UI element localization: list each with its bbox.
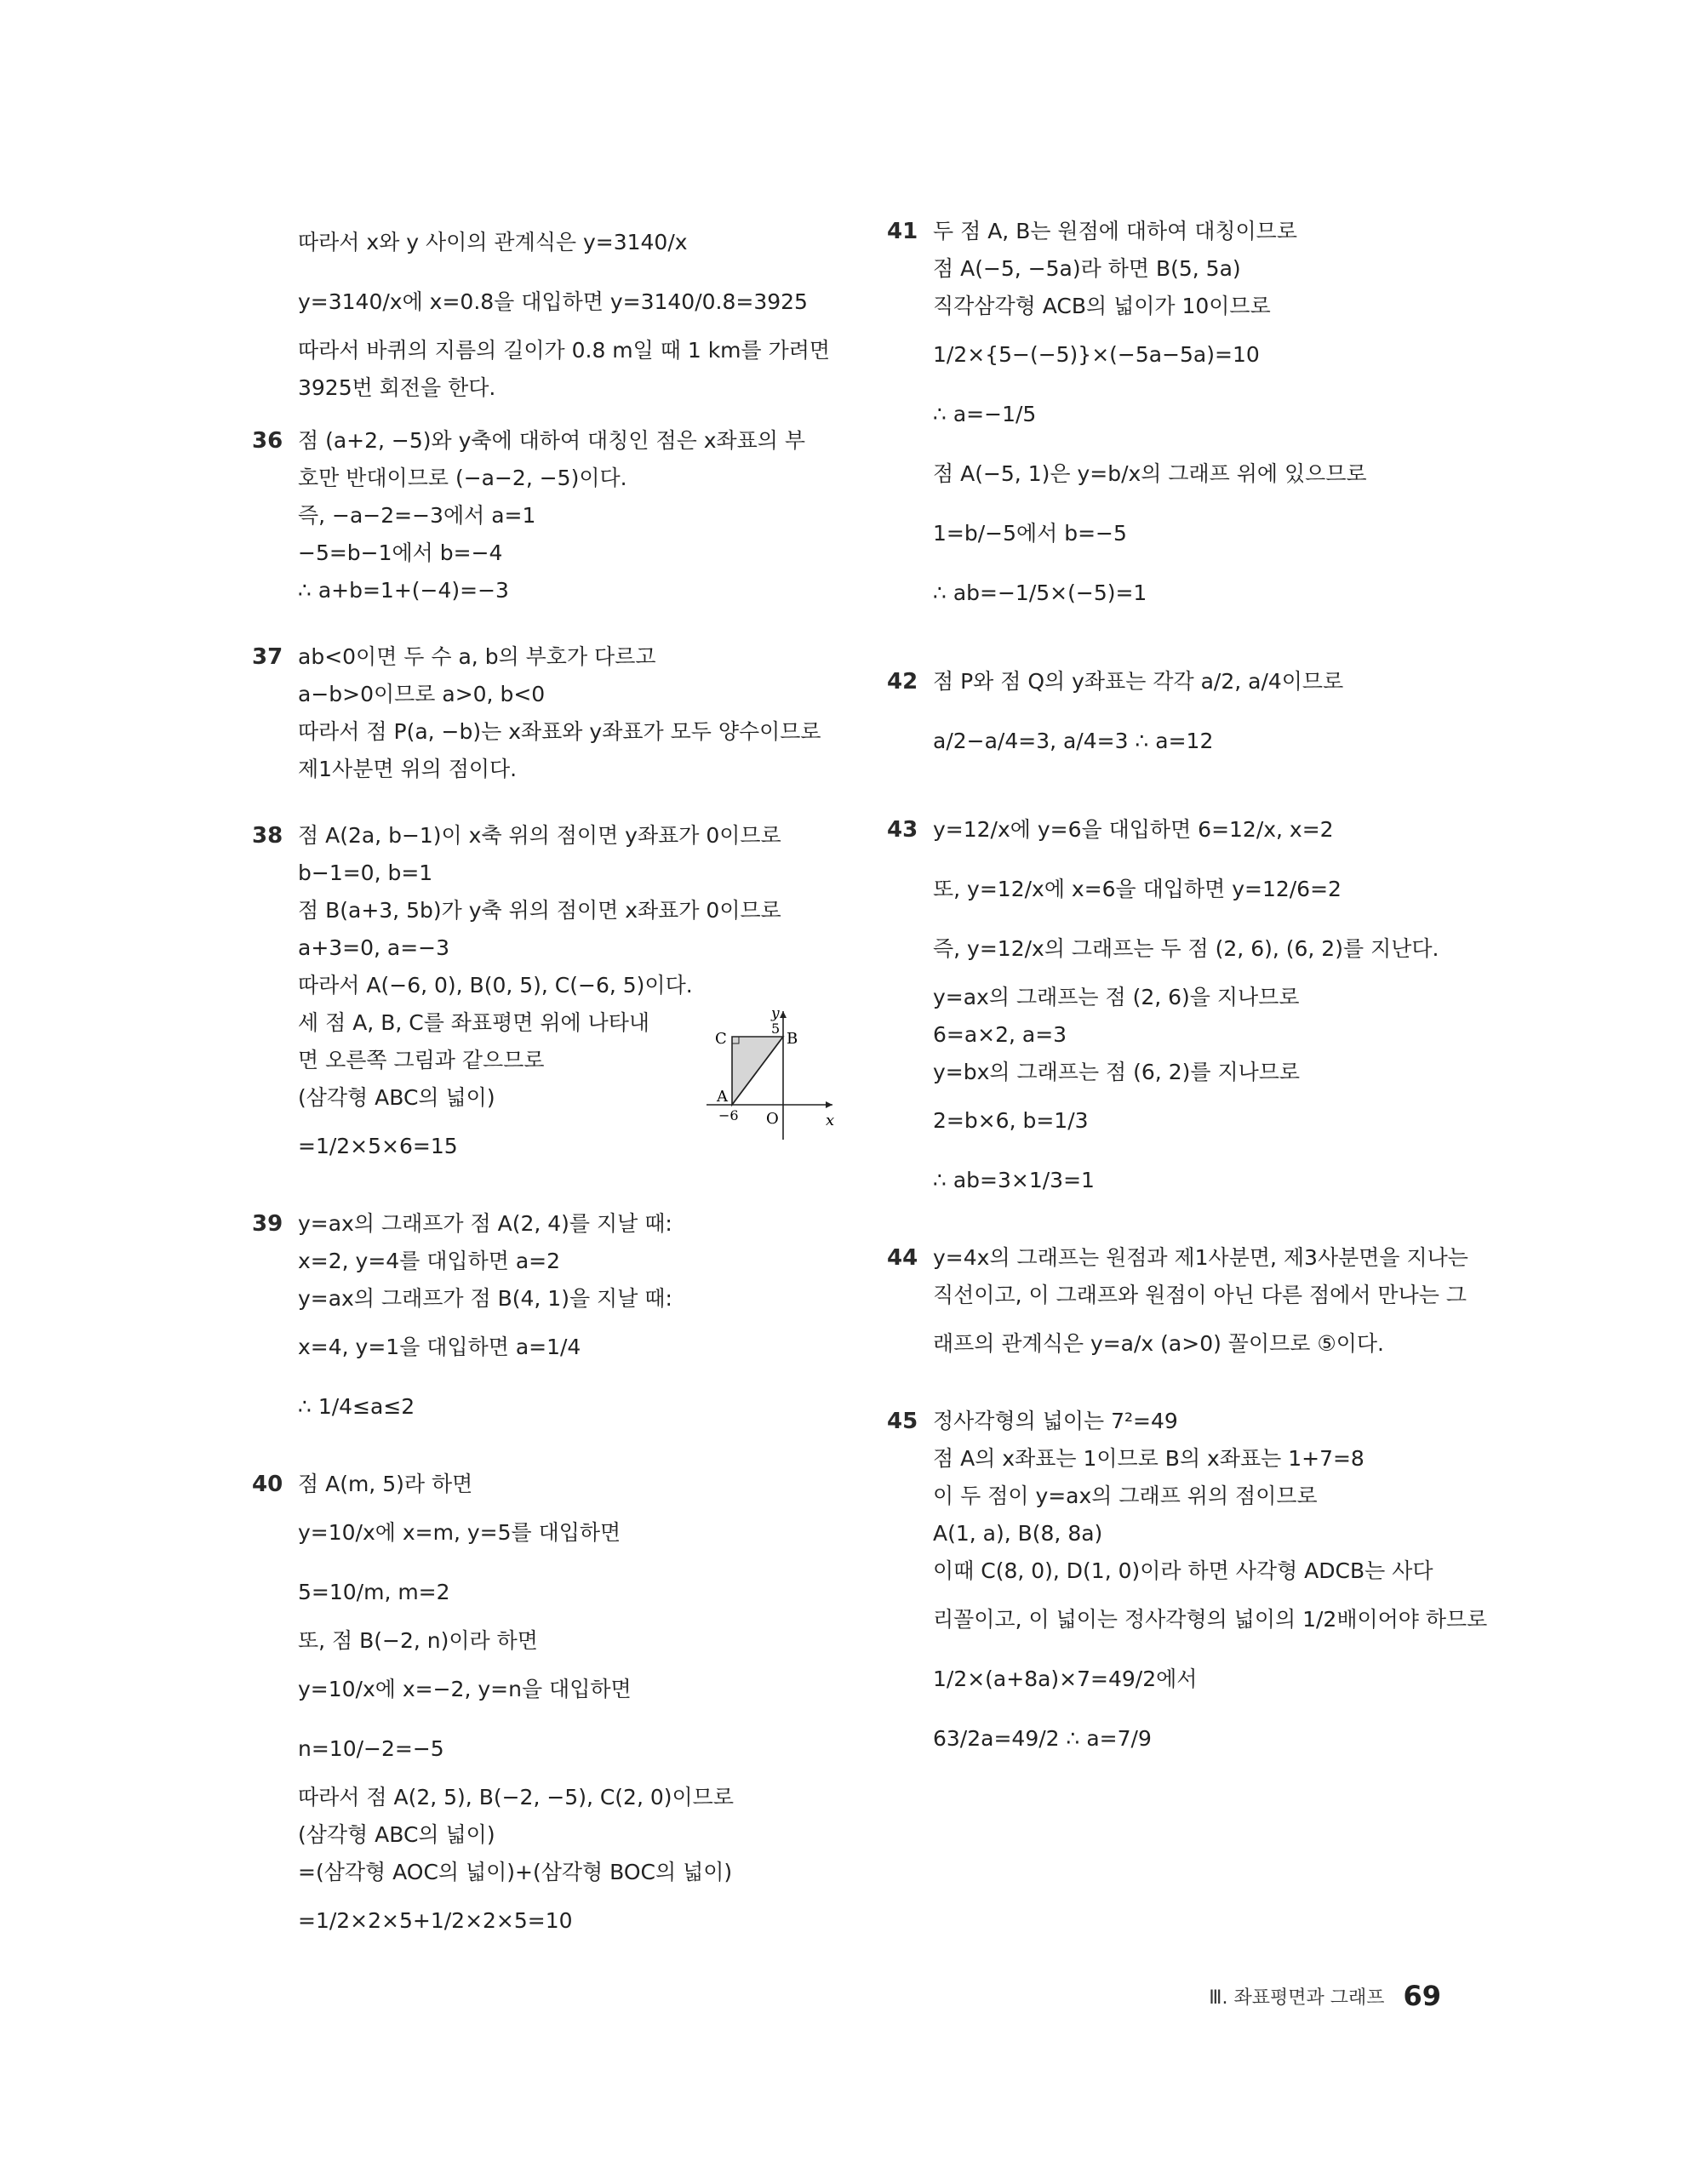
problem-number: 44 <box>887 1245 918 1271</box>
graph-area <box>298 1004 839 1176</box>
solution-line: 점 A의 x좌표는 1이므로 B의 x좌표는 1+7=8 <box>933 1446 1364 1471</box>
solution-line: 세 점 A, B, C를 좌표평면 위에 나타내 <box>298 1010 650 1035</box>
solution-line: 제1사분면 위의 점이다. <box>298 757 518 781</box>
solution-line: 점 P와 점 Q의 y좌표는 각각 a/2, a/4이므로 <box>933 669 1344 694</box>
problem-38 <box>252 817 839 1176</box>
problem-number: 40 <box>252 1472 283 1497</box>
solution-line: y=ax의 그래프는 점 (2, 6)을 지나므로 <box>933 985 1300 1009</box>
solution-line: 래프의 관계식은 y=a/x (a>0) 꼴이므로 ⑤이다. <box>933 1331 1385 1356</box>
solution-line: 1/2×(a+8a)×7=49/2에서 <box>933 1667 1198 1691</box>
solution-line: 즉, y=12/x의 그래프는 두 점 (2, 6), (6, 2)를 지난다. <box>933 936 1439 961</box>
solution-line: y=ax의 그래프가 점 B(4, 1)을 지날 때: <box>298 1286 672 1311</box>
problem-number: 38 <box>252 823 283 849</box>
solution-line: ∴ a+b=1+(−4)=−3 <box>298 578 509 603</box>
solution-line: ∴ 1/4≤a≤2 <box>298 1394 415 1419</box>
solution-line: a−b>0이므로 a>0, b<0 <box>298 682 546 706</box>
solution-line: x=2, y=4를 대입하면 a=2 <box>298 1249 561 1273</box>
problem-36 <box>252 422 839 609</box>
solution-line: 점 A(m, 5)라 하면 <box>298 1472 473 1496</box>
tick-5-label: 5 <box>771 1021 781 1037</box>
solution-line: n=10/−2=−5 <box>298 1736 444 1761</box>
solution-line: ab<0이면 두 수 a, b의 부호가 다르고 <box>298 644 656 669</box>
solution-line: y=3140/x에 x=0.8을 대입하면 y=3140/0.8=3925 <box>298 289 808 314</box>
solution-line: ∴ ab=3×1/3=1 <box>933 1168 1095 1192</box>
solution-line: =1/2×2×5+1/2×2×5=10 <box>298 1908 573 1933</box>
problem-45 <box>887 1403 1488 1769</box>
solution-line: =(삼각형 AOC의 넓이)+(삼각형 BOC의 넓이) <box>298 1860 733 1884</box>
solution-line: 따라서 바퀴의 지름의 길이가 0.8 m일 때 1 km를 가려면 <box>298 338 831 363</box>
coordinate-graph <box>698 999 843 1144</box>
tick-minus6-label: −6 <box>718 1107 739 1123</box>
solution-line: 직각삼각형 ACB의 넓이가 10이므로 <box>933 294 1271 318</box>
point-c-label: C <box>715 1030 727 1048</box>
solution-line: 이 두 점이 y=ax의 그래프 위의 점이므로 <box>933 1484 1318 1508</box>
problem-number: 45 <box>887 1409 918 1434</box>
solution-line: (삼각형 ABC의 넓이) <box>298 1822 495 1847</box>
x-axis-label: x <box>826 1112 835 1129</box>
problem-39 <box>252 1205 839 1437</box>
solution-line: x=4, y=1을 대입하면 a=1/4 <box>298 1335 581 1359</box>
problem-number: 41 <box>887 219 918 244</box>
solution-line: 정사각형의 넓이는 7²=49 <box>933 1409 1178 1433</box>
y-axis-label: y <box>771 1005 780 1022</box>
solution-line: y=10/x에 x=m, y=5를 대입하면 <box>298 1520 621 1545</box>
solution-line: 따라서 점 P(a, −b)는 x좌표와 y좌표가 모두 양수이므로 <box>298 719 821 744</box>
solution-line: ∴ a=−1/5 <box>933 402 1037 426</box>
problem-number: 39 <box>252 1211 283 1237</box>
page-footer <box>1209 1980 1441 2012</box>
y-axis-arrow <box>780 1011 787 1018</box>
solution-line: 리꼴이고, 이 넓이는 정사각형의 넓이의 1/2배이어야 하므로 <box>933 1607 1488 1632</box>
solution-line: 따라서 x와 y 사이의 관계식은 y=3140/x <box>298 230 688 254</box>
solution-line: 점 A(−5, −5a)라 하면 B(5, 5a) <box>933 256 1241 281</box>
solution-line: 63/2a=49/2 ∴ a=7/9 <box>933 1726 1152 1751</box>
intro-block <box>252 213 839 407</box>
solution-line: 따라서 점 A(2, 5), B(−2, −5), C(2, 0)이므로 <box>298 1785 734 1810</box>
solution-line: 이때 C(8, 0), D(1, 0)이라 하면 사각형 ADCB는 사다 <box>933 1558 1433 1583</box>
solution-line: ∴ ab=−1/5×(−5)=1 <box>933 580 1147 605</box>
solution-line: 3925번 회전을 한다. <box>298 375 496 400</box>
problem-37 <box>252 638 839 788</box>
solution-line: y=ax의 그래프가 점 A(2, 4)를 지날 때: <box>298 1211 672 1236</box>
solution-line: 즉, −a−2=−3에서 a=1 <box>298 503 536 528</box>
solution-line: =1/2×5×6=15 <box>298 1134 458 1158</box>
solution-line: 6=a×2, a=3 <box>933 1022 1067 1047</box>
solution-line: 또, y=12/x에 x=6을 대입하면 y=12/6=2 <box>933 877 1342 901</box>
solution-line: y=10/x에 x=−2, y=n을 대입하면 <box>298 1677 632 1701</box>
problem-42 <box>887 652 1474 771</box>
solution-line: (삼각형 ABC의 넓이) <box>298 1085 495 1110</box>
solution-line: a+3=0, a=−3 <box>298 935 450 960</box>
solution-line: y=12/x에 y=6을 대입하면 6=12/x, x=2 <box>933 817 1334 842</box>
solution-line: 1=b/−5에서 b=−5 <box>933 521 1127 546</box>
problem-number: 42 <box>887 669 918 695</box>
solution-line: 점 (a+2, −5)와 y축에 대하여 대칭인 점은 x좌표의 부 <box>298 428 806 453</box>
solution-line: b−1=0, b=1 <box>298 860 433 885</box>
point-b-label: B <box>787 1030 798 1048</box>
solution-line: 점 A(2a, b−1)이 x축 위의 점이면 y좌표가 0이므로 <box>298 823 781 848</box>
page-number: 69 <box>1403 1980 1441 2012</box>
problem-number: 43 <box>887 817 918 843</box>
origin-label: O <box>766 1110 779 1128</box>
problem-number: 37 <box>252 644 283 670</box>
problem-43 <box>887 800 1474 1210</box>
solution-line: y=bx의 그래프는 점 (6, 2)를 지나므로 <box>933 1060 1301 1084</box>
solution-line: −5=b−1에서 b=−4 <box>298 540 503 565</box>
solution-line: 2=b×6, b=1/3 <box>933 1108 1089 1133</box>
problem-41 <box>887 213 1474 623</box>
solution-line: 두 점 A, B는 원점에 대하여 대칭이므로 <box>933 219 1297 243</box>
x-axis-arrow <box>826 1101 832 1108</box>
solution-line: 따라서 A(−6, 0), B(0, 5), C(−6, 5)이다. <box>298 973 693 998</box>
problem-44 <box>887 1239 1474 1374</box>
problem-40 <box>252 1466 839 1951</box>
solution-line: a/2−a/4=3, a/4=3 ∴ a=12 <box>933 729 1214 753</box>
solution-line: A(1, a), B(8, 8a) <box>933 1521 1103 1546</box>
solution-line: 면 오른쪽 그림과 같으므로 <box>298 1048 545 1072</box>
solution-line: 직선이고, 이 그래프와 원점이 아닌 다른 점에서 만나는 그 <box>933 1283 1467 1307</box>
solution-line: 1/2×{5−(−5)}×(−5a−5a)=10 <box>933 342 1260 367</box>
right-column <box>887 213 1488 1798</box>
left-column <box>252 213 839 1980</box>
solution-line: y=4x의 그래프는 원점과 제1사분면, 제3사분면을 지나는 <box>933 1245 1468 1270</box>
solution-line: 5=10/m, m=2 <box>298 1580 450 1604</box>
problem-number: 36 <box>252 428 283 454</box>
solution-line: 또, 점 B(−2, n)이라 하면 <box>298 1628 538 1653</box>
solution-line: 호만 반대이므로 (−a−2, −5)이다. <box>298 466 627 490</box>
section-title: Ⅲ. 좌표평면과 그래프 <box>1209 1987 1385 2009</box>
solution-line: 점 A(−5, 1)은 y=b/x의 그래프 위에 있으므로 <box>933 461 1367 486</box>
solution-line: 점 B(a+3, 5b)가 y축 위의 점이면 x좌표가 0이므로 <box>298 898 781 923</box>
point-a-label: A <box>717 1088 728 1106</box>
